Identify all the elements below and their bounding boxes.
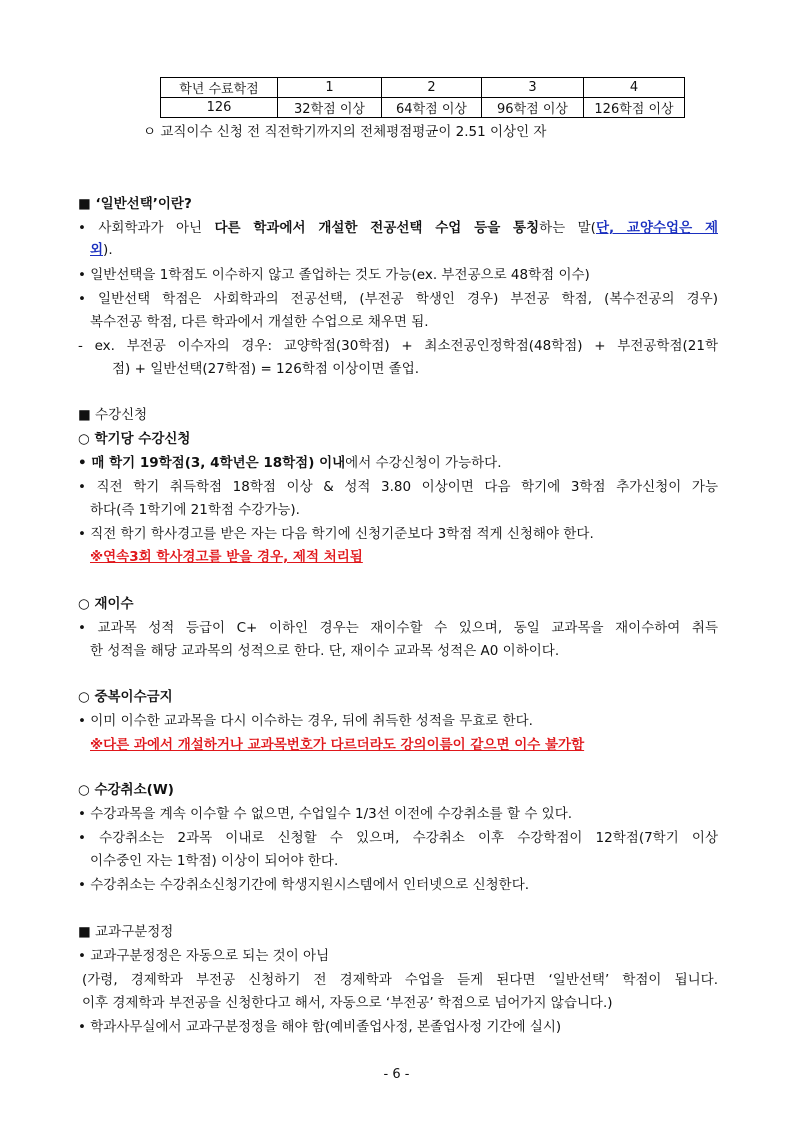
credit-requirement-table <box>160 77 685 118</box>
gpa-condition: ㅇ 교직이수 신청 전 직전학기까지의 전체평점평균이 2.51 이상인 자 <box>143 124 547 140</box>
correction-bullet-1: • 교과구분정정은 자동으로 되는 것이 아님 <box>78 948 330 964</box>
subsection-title-withdraw: ○ 수강취소(W) <box>78 782 174 798</box>
registration-bullet-2 <box>78 477 718 497</box>
table-cell: 126학점 이상 <box>584 98 685 118</box>
table-row <box>161 78 685 98</box>
table-cell: 4 <box>584 78 685 98</box>
general-example <box>78 336 718 356</box>
withdraw-bullet-2-cont: 이수중인 자는 1학점) 이상이 되어야 한다. <box>90 853 339 869</box>
text: • 직전 학기 취득학점 18학점 이상 & 성적 3.80 이상이면 다음 학기에 3학점 추가신청이 가능 <box>78 479 718 495</box>
text: 에서 수강신청이 가능하다. <box>345 455 502 471</box>
general-bullet-2: • 일반선택을 1학점도 이수하지 않고 졸업하는 것도 가능(ex. 부전공으로 48학점 이수) <box>78 267 590 283</box>
duplicate-bullet: • 이미 이수한 교과목을 다시 이수하는 경우, 뒤에 취득한 성적을 무효로 한다. <box>78 713 533 729</box>
general-example-cont: 점) + 일반선택(27학점) = 126학점 이상이면 졸업. <box>112 361 420 377</box>
withdraw-bullet-1: • 수강과목을 계속 이수할 수 없으면, 수업일수 1/3선 이전에 수강취소를 할 수 있다. <box>78 806 573 822</box>
table-cell: 학년 수료학점 <box>161 78 278 98</box>
text: - ex. 부전공 이수자의 경우: 교양학점(30학점) + 최소전공인정학점(48학점) + 부전공학점(21학 <box>78 338 718 354</box>
general-bullet-3-cont: 복수전공 학점, 다른 학과에서 개설한 수업으로 채우면 됨. <box>90 314 429 330</box>
table-cell: 2 <box>382 78 482 98</box>
table-cell: 126 <box>161 98 278 118</box>
general-bullet-3 <box>78 289 718 309</box>
subsection-title-duplicate: ○ 중복이수금지 <box>78 689 173 705</box>
registration-bullet-3: • 직전 학기 학사경고를 받은 자는 다음 학기에 신청기준보다 3학점 적게 신청해야 한다. <box>78 526 594 542</box>
section-title-general: ■ ‘일반선택’이란? <box>78 196 192 212</box>
text: • 일반선택 학점은 사회학과의 전공선택, (부전공 학생인 경우) 부전공 학점, (복수전공의 경우) <box>78 291 718 307</box>
retake-bullet-cont: 한 성적을 해당 교과목의 성적으로 한다. 단, 재이수 교과목 성적은 A0 이하이다. <box>90 643 560 659</box>
table-cell: 32학점 이상 <box>278 98 382 118</box>
section-title-correction: ■ 교과구분정정 <box>78 924 174 940</box>
general-bullet-1-cont <box>90 240 113 260</box>
registration-bullet-1 <box>78 453 501 473</box>
highlight-text: 단, 교양수업은 제 <box>595 220 718 236</box>
table-cell: 96학점 이상 <box>482 98 584 118</box>
general-bullet-1 <box>78 218 718 238</box>
text: • 교과목 성적 등급이 C+ 이하인 경우는 재이수할 수 있으며, 동일 교과목을 재이수하여 취득 <box>78 620 718 636</box>
text: ). <box>103 242 113 258</box>
table-cell: 64학점 이상 <box>382 98 482 118</box>
text: • 사회학과가 아닌 <box>78 220 215 236</box>
page-number: - 6 - <box>383 1067 410 1082</box>
withdraw-bullet-2 <box>78 828 718 848</box>
table-cell: 3 <box>482 78 584 98</box>
warning-expulsion: ※연속3회 학사경고를 받을 경우, 제적 처리됨 <box>90 549 363 565</box>
correction-note-2: 이후 경제학과 부전공을 신청한다고 해서, 자동으로 ‘부전공’ 학점으로 넘어가지 않습니다.) <box>82 995 613 1011</box>
correction-bullet-2: • 학과사무실에서 교과구분정정을 해야 함(예비졸업사정, 본졸업사정 기간에 실시) <box>78 1019 562 1035</box>
text: (가령, 경제학과 부전공 신청하기 전 경제학과 수업을 듣게 된다면 ‘일반선택’ 학점이 됩니다. <box>82 972 718 988</box>
section-title-registration: ■ 수강신청 <box>78 407 148 423</box>
warning-duplicate: ※다른 과에서 개설하거나 교과목번호가 다르더라도 강의이름이 같으면 이수 불가함 <box>90 737 585 753</box>
subsection-title-semester: ○ 학기당 수강신청 <box>78 431 191 447</box>
withdraw-bullet-3: • 수강취소는 수강취소신청기간에 학생지원시스템에서 인터넷으로 신청한다. <box>78 877 530 893</box>
emphasis-text: • 매 학기 19학점(3, 4학년은 18학점) 이내 <box>78 455 346 471</box>
emphasis-text: 다른 학과에서 개설한 전공선택 수업 등을 통칭 <box>214 220 540 236</box>
text: 하는 말( <box>539 220 596 236</box>
text: • 수강취소는 2과목 이내로 신청할 수 있으며, 수강취소 이후 수강학점이 12학점(7학기 이상 <box>78 830 718 846</box>
highlight-text: 외 <box>90 242 104 258</box>
retake-bullet <box>78 618 718 638</box>
correction-note-1 <box>82 970 718 990</box>
registration-bullet-2-cont: 하다(즉 1학기에 21학점 수강가능). <box>90 502 300 518</box>
table-row <box>161 98 685 118</box>
table-cell: 1 <box>278 78 382 98</box>
subsection-title-retake: ○ 재이수 <box>78 596 134 612</box>
